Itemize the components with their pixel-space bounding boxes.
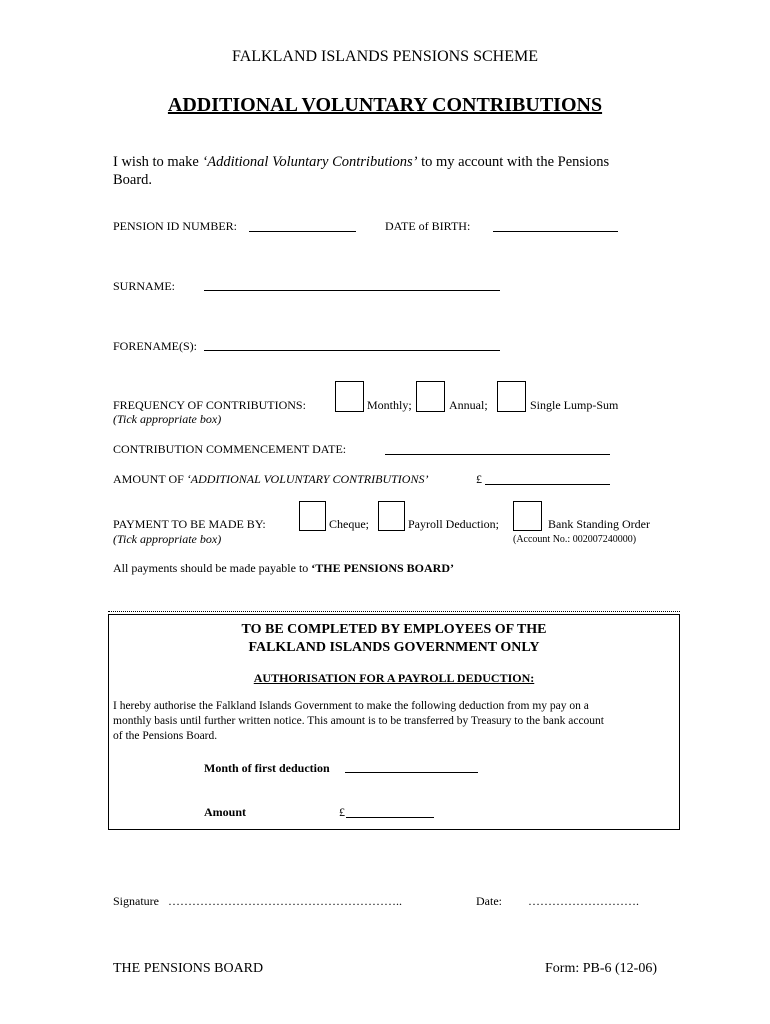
pension-id-label: PENSION ID NUMBER: [113,219,238,233]
payable-prefix: All payments should be made payable to [113,561,312,575]
forenames-label: FORENAME(S): [113,339,198,353]
payable-note [113,561,454,576]
authorisation-body-line3: of the Pensions Board. [113,730,218,742]
monthly-checkbox[interactable] [335,381,364,412]
intro-line2: Board. [113,172,153,188]
footer-board-name: THE PENSIONS BOARD [113,961,264,976]
deduction-amount-label: Amount [204,805,247,819]
deduction-currency: £ [339,805,345,819]
footer-form-number: Form: PB-6 (12-06) [545,961,657,976]
amount-label-prefix: AMOUNT OF [113,472,187,486]
scheme-title: FALKLAND ISLANDS PENSIONS SCHEME [232,48,538,65]
intro-emphasis: ‘Additional Voluntary Contributions’ [202,154,418,170]
commencement-label: CONTRIBUTION COMMENCEMENT DATE: [113,442,347,456]
amount-field[interactable] [485,484,610,485]
intro-line1 [113,154,658,171]
payment-hint: (Tick appropriate box) [113,532,222,546]
authorisation-body-line1: I hereby authorise the Falkland Islands Government to make the following deduction from my pay on a [113,700,589,712]
payment-label: PAYMENT TO BE MADE BY: [113,517,266,531]
cheque-option-label: Cheque; [329,517,369,531]
employee-section-top-rule [108,611,680,612]
annual-option-label: Annual; [449,398,488,412]
forenames-field[interactable] [204,350,500,351]
single-lump-sum-option-label: Single Lump-Sum [530,398,619,412]
form-title: ADDITIONAL VOLUNTARY CONTRIBUTIONS [167,94,603,116]
annual-checkbox[interactable] [416,381,445,412]
payroll-authorisation-heading: AUTHORISATION FOR A PAYROLL DEDUCTION: [253,671,535,685]
deduction-amount-field[interactable] [346,817,434,818]
dob-field[interactable] [493,231,618,232]
payroll-deduction-checkbox[interactable] [378,501,405,531]
cheque-checkbox[interactable] [299,501,326,531]
employee-heading-line2: FALKLAND ISLANDS GOVERNMENT ONLY [248,640,540,655]
bank-standing-order-checkbox[interactable] [513,501,542,531]
commencement-field[interactable] [385,454,610,455]
employee-heading-line1: TO BE COMPLETED BY EMPLOYEES OF THE [241,622,547,637]
dob-label: DATE of BIRTH: [385,219,471,233]
amount-label-emphasis: ‘ADDITIONAL VOLUNTARY CONTRIBUTIONS’ [186,472,429,486]
signature-label: Signature [113,894,159,908]
surname-label: SURNAME: [113,279,176,293]
single-lump-sum-checkbox[interactable] [497,381,526,412]
signature-date-field[interactable]: ………………………. [528,894,639,908]
pension-id-field[interactable] [249,231,356,232]
surname-field[interactable] [204,290,500,291]
frequency-label: FREQUENCY OF CONTRIBUTIONS: [113,398,306,412]
amount-label [113,472,428,487]
account-number-note: (Account No.: 002007240000) [513,534,637,545]
signature-field[interactable]: ………………………………………………….. [168,894,402,908]
bank-standing-order-option-label: Bank Standing Order [548,517,650,531]
signature-date-label: Date: [476,894,502,908]
payroll-deduction-option-label: Payroll Deduction; [408,517,499,531]
first-deduction-field[interactable] [345,772,478,773]
intro-prefix: I wish to make [113,154,203,170]
monthly-option-label: Monthly; [367,398,412,412]
intro-suffix: to my account with the Pensions [417,154,610,170]
frequency-hint: (Tick appropriate box) [113,412,222,426]
amount-currency: £ [476,472,482,486]
payable-name: ‘THE PENSIONS BOARD’ [311,561,454,575]
first-deduction-label: Month of first deduction [204,761,330,775]
authorisation-body-line2: monthly basis until further written notice. This amount is to be transferred by Treasury to the bank account [113,715,604,727]
